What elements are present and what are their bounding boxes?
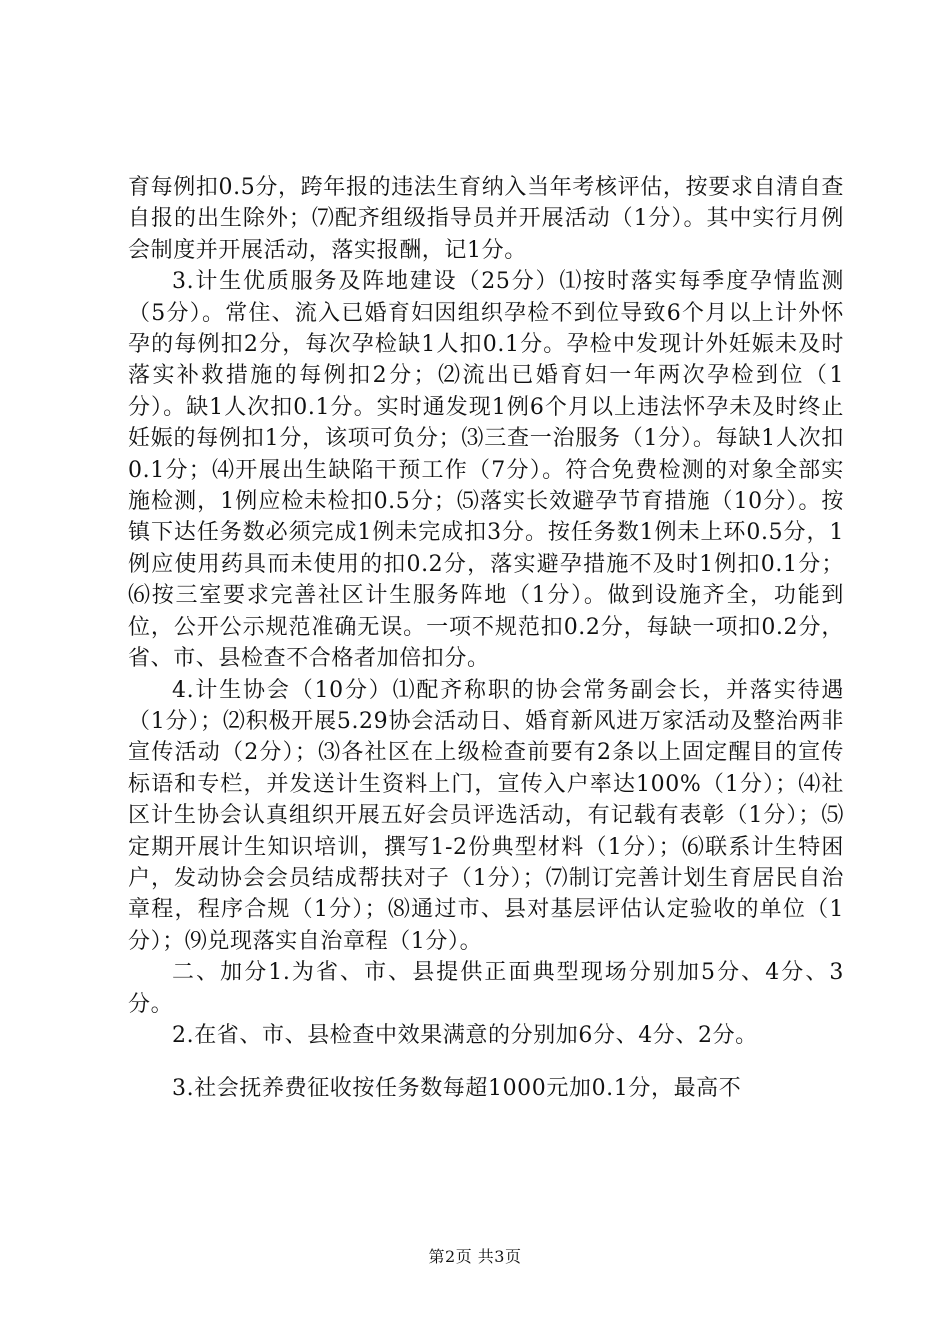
- page-number: 第2页 共3页: [428, 1247, 522, 1266]
- paragraph-4: 二、加分1.为省、市、县提供正面典型现场分别加5分、4分、3分。: [128, 960, 844, 1017]
- paragraph-1: 育每例扣0.5分，跨年报的违法生育纳入当年考核评估，按要求自清自查自报的出生除外；⑺配齐组级指导员并开展活动（1分）。其中实行月例会制度并开展活动，落实报酬，记1分。: [128, 175, 844, 263]
- paragraph-3: 4.计生协会（10分）⑴配齐称职的协会常务副会长，并落实待遇（1分）；⑵积极开展5.29协会活动日、婚育新风进万家活动及整治两非宣传活动（2分）；⑶各社区在上级检查前要有2条以上固定醒目的宣传标语和专栏，并发送计生资料上门，宣传入户率达100%（1分）；⑷社区计生协会认真组织开展五好会员评选活动，有记载有表彰（1分）；⑸定期开展计生知识培训，撰写1-2份典型材料（1分）；⑹联系计生特困户，发动协会会员结成帮扶对子（1分）；⑺制订完善计划生育居民自治章程，程序合规（1分）；⑻通过市、县对基层评估认定验收的单位（1分）；⑼兑现落实自治章程（1分）。: [128, 677, 844, 954]
- paragraph-6: 3.社会抚养费征收按任务数每超1000元加0.1分，最高不: [172, 1076, 742, 1102]
- page-footer: [0, 1244, 950, 1267]
- document-body: [128, 172, 844, 1105]
- paragraph-2: 3.计生优质服务及阵地建设（25分）⑴按时落实每季度孕情监测（5分）。常住、流入已婚育妇因组织孕检不到位导致6个月以上计外怀孕的每例扣2分，每次孕检缺1人扣0.1分。孕检中发现计外妊娠未及时落实补救措施的每例扣2分；⑵流出已婚育妇一年两次孕检到位（1分）。缺1人次扣0.1分。实时通发现1例6个月以上违法怀孕未及时终止妊娠的每例扣1分，该项可负分；⑶三查一治服务（1分）。每缺1人次扣0.1分；⑷开展出生缺陷干预工作（7分）。符合免费检测的对象全部实施检测，1例应检未检扣0.5分；⑸落实长效避孕节育措施（10分）。按镇下达任务数必须完成1例未完成扣3分。按任务数1例未上环0.5分，1例应使用药具而未使用的扣0.2分，落实避孕措施不及时1例扣0.1分；⑹按三室要求完善社区计生服务阵地（1分）。做到设施齐全，功能到位，公开公示规范准确无误。一项不规范扣0.2分，每缺一项扣0.2分，省、市、县检查不合格者加倍扣分。: [128, 269, 844, 672]
- paragraph-5: 2.在省、市、县检查中效果满意的分别加6分、4分、2分。: [172, 1022, 758, 1048]
